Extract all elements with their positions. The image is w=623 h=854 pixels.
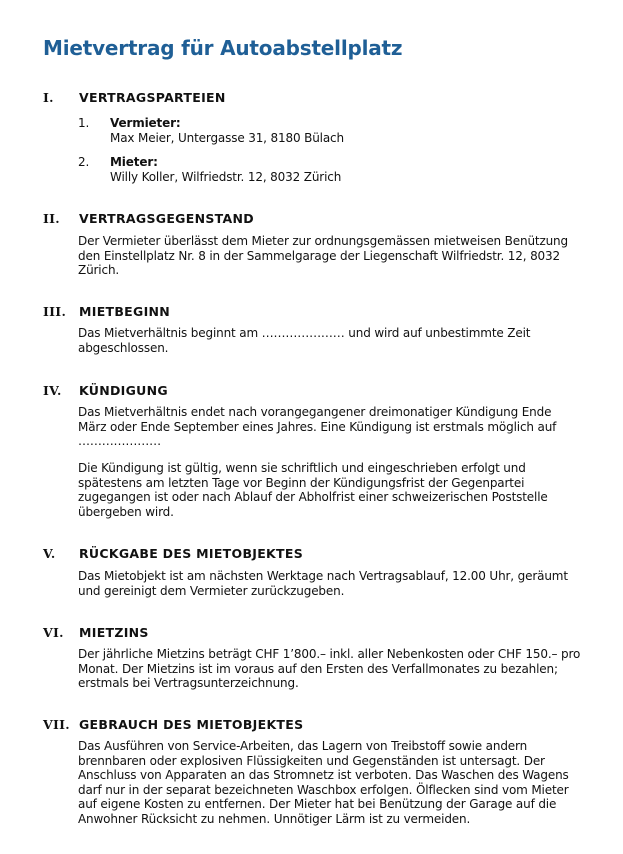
section-number: V. xyxy=(43,546,56,561)
paragraph: Das Mietobjekt ist am nächsten Werktage nach Vertragsablauf, 12.00 Uhr, geräumt und gereinigt dem Vermieter zurückzugeben. xyxy=(78,569,568,598)
section-title: VERTRAGSGEGENSTAND xyxy=(79,211,254,226)
section-number: III. xyxy=(43,304,67,319)
section-title: RÜCKGABE DES MIETOBJEKTES xyxy=(79,546,304,561)
section-heading-kuendigung xyxy=(43,383,168,398)
party-detail: Max Meier, Untergasse 31, 8180 Bülach xyxy=(110,131,344,145)
list-number: 2. xyxy=(78,155,90,169)
paragraph: Das Ausführen von Service-Arbeiten, das Lagern von Treibstoff sowie andern brennbaren oder explosiven Flüssigkeiten und Gegenständen ist untersagt. Der Anschluss von Apparaten an das Stromnetz ist verboten. Das Waschen des Wagens darf nur in der separat bezeichneten Waschbox erfolgen. Ölflecken sind vom Mieter auf eigene Kosten zu entfernen. Der Mieter hat bei Benützung der Garage auf die Anwohner Rücksicht zu nehmen. Unnötiger Lärm ist zu vermeiden. xyxy=(78,739,569,826)
list-number: 1. xyxy=(78,116,90,130)
section-title: MIETZINS xyxy=(79,625,149,640)
party-detail: Willy Koller, Wilfriedstr. 12, 8032 Zürich xyxy=(110,170,342,184)
section-heading-mietzins xyxy=(43,625,149,640)
section-body xyxy=(78,569,583,598)
section-body xyxy=(78,405,583,449)
section-heading-gebrauch xyxy=(43,717,303,732)
section-number: I. xyxy=(43,90,54,105)
section-number: IV. xyxy=(43,383,62,398)
paragraph: Das Mietverhältnis endet nach vorangegangener dreimonatiger Kündigung Ende März oder Ende September eines Jahres. Eine Kündigung ist erstmals möglich auf ………………… xyxy=(78,405,557,449)
party-role: Vermieter: xyxy=(110,116,181,130)
section-title: KÜNDIGUNG xyxy=(79,383,168,398)
paragraph: Die Kündigung ist gültig, wenn sie schriftlich und eingeschrieben erfolgt und spätestens am letzten Tage vor Beginn der Kündigungsfrist der Gegenpartei zugegangen ist oder nach Ablauf der Abholfrist einer schweizerischen Poststelle übergeben wird. xyxy=(78,461,548,519)
party-role: Mieter: xyxy=(110,155,158,169)
section-body xyxy=(78,461,583,519)
section-body xyxy=(78,326,583,355)
paragraph: Das Mietverhältnis beginnt am ………………… und wird auf unbestimmte Zeit abgeschlossen. xyxy=(78,326,531,355)
paragraph: Der jährliche Mietzins beträgt CHF 1’800.– inkl. aller Nebenkosten oder CHF 150.– pro Monat. Der Mietzins ist im voraus auf den Ersten des Verfallmonates zu bezahlen; erstmals bei Vertragsunterzeichnung. xyxy=(78,647,581,691)
section-title: VERTRAGSPARTEIEN xyxy=(79,90,226,105)
section-body xyxy=(78,647,583,691)
document-title: Mietvertrag für Autoabstellplatz xyxy=(43,36,403,60)
section-body xyxy=(78,739,583,827)
section-heading-rueckgabe xyxy=(43,546,303,561)
paragraph: Der Vermieter überlässt dem Mieter zur ordnungsgemässen mietweisen Benützung den Einstellplatz Nr. 8 in der Sammelgarage der Liegenschaft Wilfriedstr. 12, 8032 Zürich. xyxy=(78,234,568,278)
section-heading-vertragsgegenstand xyxy=(43,211,254,226)
section-number: VI. xyxy=(43,625,64,640)
section-heading-vertragsparteien xyxy=(43,90,226,105)
section-number: II. xyxy=(43,211,60,226)
section-body xyxy=(78,234,583,278)
section-title: GEBRAUCH DES MIETOBJEKTES xyxy=(79,717,304,732)
section-heading-mietbeginn xyxy=(43,304,170,319)
section-title: MIETBEGINN xyxy=(79,304,171,319)
section-number: VII. xyxy=(43,717,70,732)
